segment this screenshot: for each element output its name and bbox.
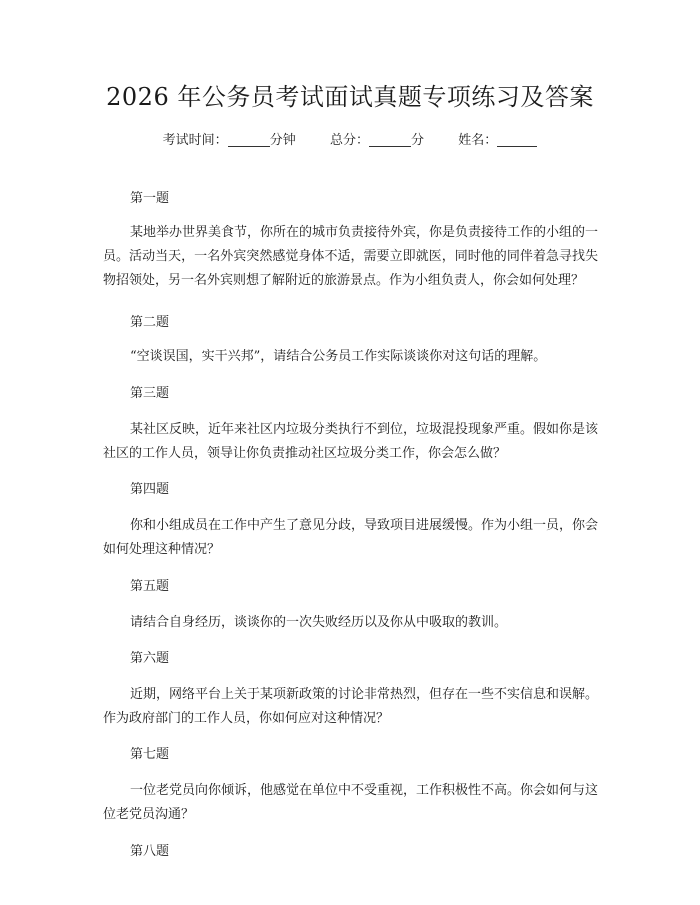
exam-time-field [163,131,296,151]
total-score-field [330,131,424,151]
question-8-heading: 第八题 [130,844,170,859]
question-list [103,188,598,863]
question-7-heading: 第七题 [130,747,170,762]
name-label: 姓名： [458,133,498,148]
exam-time-label: 考试时间： [162,133,228,148]
question-4-heading: 第四题 [130,482,170,497]
question-5-heading: 第五题 [130,579,170,594]
question-2-heading: 第二题 [130,315,170,330]
question-3-body: 某社区反映，近年来社区内垃圾分类执行不到位，垃圾混投现象严重。假如你是该社区的工作人员，领导让你负责推动社区垃圾分类工作，你会怎么做？ [103,422,599,461]
exam-time-unit: 分钟 [269,133,296,148]
name-blank[interactable] [497,132,537,147]
exam-info-line [0,131,700,151]
question-1-body: 某地举办世界美食节，你所在的城市负责接待外宾，你是负责接待工作的小组的一员。活动当天，一名外宾突然感觉身体不适，需要立即就医，同时他的同伴着急寻找失物招领处，另一名外宾则想了解附近的旅游景点。作为小组负责人，你会如何处理？ [103,225,599,288]
question-1-heading: 第一题 [130,191,170,206]
question-2-body: “空谈误国，实干兴邦”，请结合公务员工作实际谈谈你对这句话的理解。 [130,349,547,364]
question-7-body: 一位老党员向你倾诉，他感觉在单位中不受重视，工作积极性不高。你会如何与这位老党员沟通？ [103,783,599,822]
name-field [458,131,537,151]
total-score-label: 总分： [329,133,369,148]
question-3-heading: 第三题 [130,386,170,401]
total-score-unit: 分 [411,133,425,148]
document-title: 2026 年公务员考试面试真题专项练习及答案 [106,83,594,111]
total-score-blank[interactable] [369,132,411,147]
question-4-body: 你和小组成员在工作中产生了意见分歧，导致项目进展缓慢。作为小组一员，你会如何处理这种情况？ [103,518,599,557]
exam-time-blank[interactable] [228,132,270,147]
question-5-body: 请结合自身经历，谈谈你的一次失败经历以及你从中吸取的教训。 [130,615,508,630]
question-6-body: 近期，网络平台上关于某项新政策的讨论非常热烈，但存在一些不实信息和误解。作为政府部门的工作人员，你如何应对这种情况？ [103,687,599,726]
question-6-heading: 第六题 [130,651,170,666]
